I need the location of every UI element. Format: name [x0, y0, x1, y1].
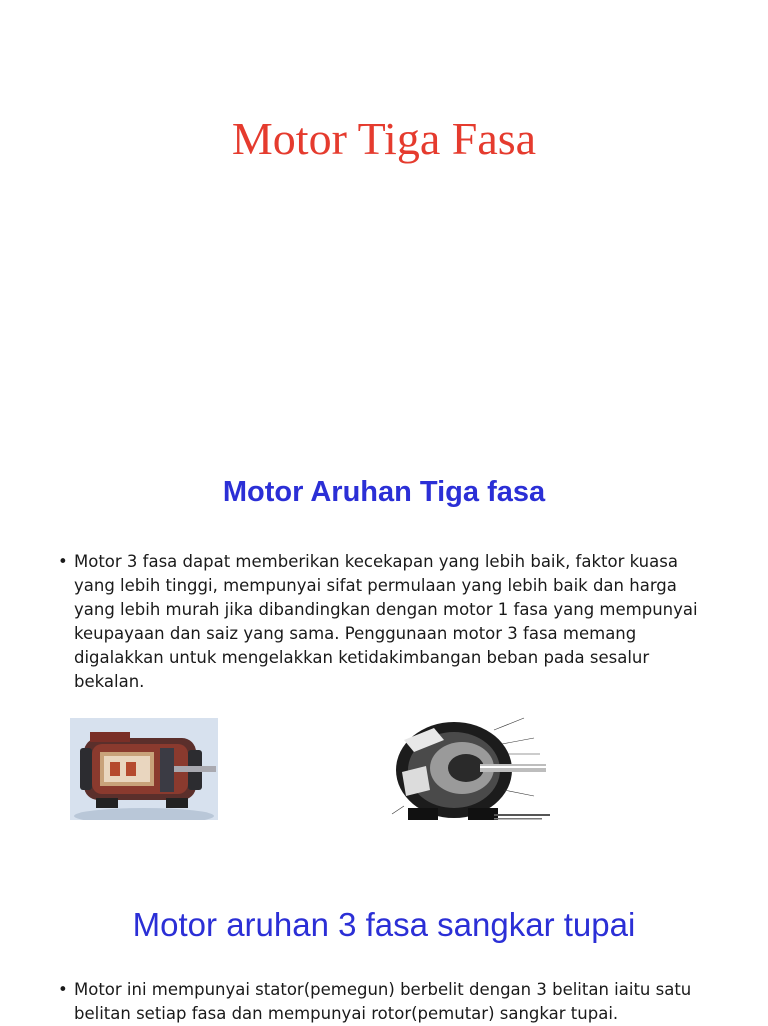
slide-heading: Motor aruhan 3 fasa sangkar tupai — [132, 906, 636, 943]
slide-title — [0, 0, 768, 440]
slide-heading: Motor Aruhan Tiga fasa — [222, 476, 546, 508]
bullet-paragraph — [58, 550, 710, 694]
page-title: Motor Tiga Fasa — [231, 113, 537, 164]
bullet-text: Motor 3 fasa dapat memberikan kecekapan yang lebih baik, faktor kuasa yang lebih tinggi, mempunyai sifat permulaan yang lebih baik dan harga yang lebih murah jika dibandingkan dengan motor 1 fasa yang mempunyai keupayaan dan saiz yang sama. Penggunaan motor 3 fasa memang digalakkan untuk mengelakkan ketidakimbangan beban pada sesalur bekalan. — [74, 552, 698, 691]
bullet-marker: • — [58, 552, 68, 571]
motor-cutaway-line-drawing — [384, 710, 556, 830]
bullet-text: Motor ini mempunyai stator(pemegun) berbelit dengan 3 belitan iaitu satu belitan setiap fasa dan mempunyai rotor(pemutar) sangkar tupai. — [74, 980, 692, 1023]
motor-cutaway-photo-icon — [70, 718, 218, 820]
motor-cutaway-color-photo — [70, 718, 218, 820]
motor-cutaway-drawing-icon — [384, 710, 556, 830]
slide-motor-aruhan — [0, 440, 768, 864]
slide-sangkar-tupai — [0, 864, 768, 1024]
bullet-marker: • — [58, 980, 68, 999]
bullet-paragraph — [58, 978, 710, 1026]
